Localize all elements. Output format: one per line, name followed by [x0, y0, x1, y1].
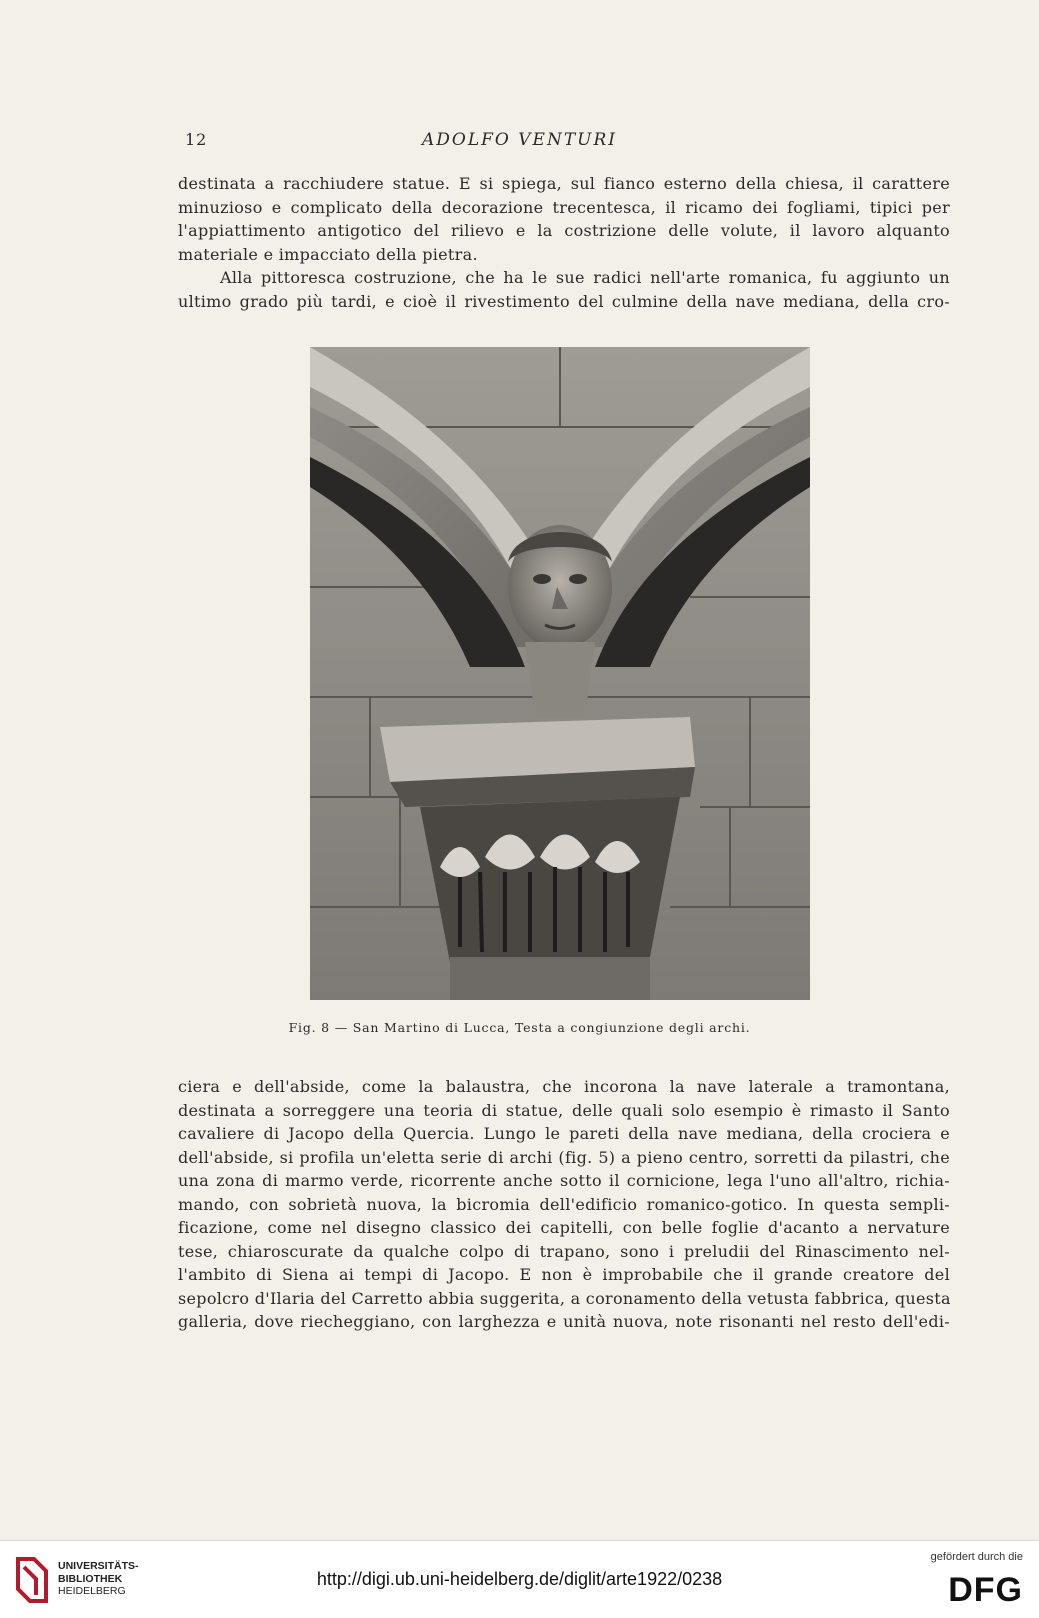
text-line: materiale e impacciato della pietra.	[178, 244, 478, 264]
page-number: 12	[185, 130, 208, 149]
sponsor-text: gefördert durch die	[930, 1551, 1023, 1563]
text-line: l'ambito di Siena ai tempi di Jacopo. E non è improbabile che il grande creatore del	[178, 1265, 950, 1284]
capital-with-head-illustration	[310, 347, 810, 1000]
text-line: una zona di marmo verde, ricorrente anche sotto il cornicione, lega l'uno all'altro, richia-	[178, 1171, 950, 1190]
dfg-logo: DFG	[948, 1571, 1023, 1609]
viewer-footer	[0, 1540, 1039, 1618]
library-name-line: UNIVERSITÄTS-	[58, 1560, 139, 1572]
text-line: minuzioso e complicato della decorazione trecentesca, il ricamo dei fogliami, tipici per	[178, 197, 950, 217]
text-line: cavaliere di Jacopo della Quercia. Lungo le pareti della nave mediana, della crociera e	[178, 1124, 950, 1143]
text-line: tese, chiaroscurate da qualche colpo di trapano, sono i preludii del Rinascimento nel-	[178, 1241, 950, 1261]
text-line: ultimo grado più tardi, e cioè il rivestimento del culmine della nave mediana, della cro-	[178, 291, 950, 311]
text-line: dell'abside, si profila un'eletta serie di archi (fig. 5) a pieno centro, sorretti da pilastri, che	[178, 1147, 950, 1167]
library-name-line: BIBLIOTHEK	[58, 1572, 123, 1585]
permalink-url[interactable]: http://digi.ub.uni-heidelberg.de/diglit/arte1922/0238	[316, 1569, 723, 1589]
running-title: ADOLFO VENTURI	[421, 130, 617, 150]
text-line: destinata a racchiudere statue. E si spiega, sul fianco esterno della chiesa, il carattere	[178, 174, 950, 193]
paragraph-3	[178, 1075, 950, 1334]
text-line: destinata a sorreggere una teoria di statue, delle quali solo esempio è rimasto il Santo	[178, 1100, 950, 1120]
text-line: l'appiattimento antigotico del rilievo e la costrizione delle volute, il lavoro alquanto	[178, 221, 950, 240]
paragraph-2	[178, 266, 950, 313]
text-line: Alla pittoresca costruzione, che ha le sue radici nell'arte romanica, fu aggiunto un	[220, 268, 950, 287]
text-line: galleria, dove riecheggiano, con larghezza e unità nuova, note risonanti nel resto dell'edi-	[178, 1312, 950, 1331]
text-line: ficazione, come nel disegno classico dei capitelli, con belle foglie d'acanto a nervature	[178, 1218, 950, 1237]
library-name-line: HEIDELBERG	[58, 1585, 126, 1597]
text-line: ciera e dell'abside, come la balaustra, che incorona la nave laterale a tramontana,	[178, 1077, 950, 1096]
text-line: mando, con sobrietà nuova, la bicromia dell'edificio romanico-gotico. In questa sempli-	[178, 1194, 950, 1214]
figure-caption: Fig. 8 — San Martino di Lucca, Testa a congiunzione degli archi.	[288, 1020, 751, 1035]
text-line: sepolcro d'Ilaria del Carretto abbia suggerita, a coronamento della vetusta fabbrica, questa	[178, 1288, 951, 1308]
figure-photograph	[310, 347, 810, 1000]
paragraph-1	[178, 172, 950, 266]
